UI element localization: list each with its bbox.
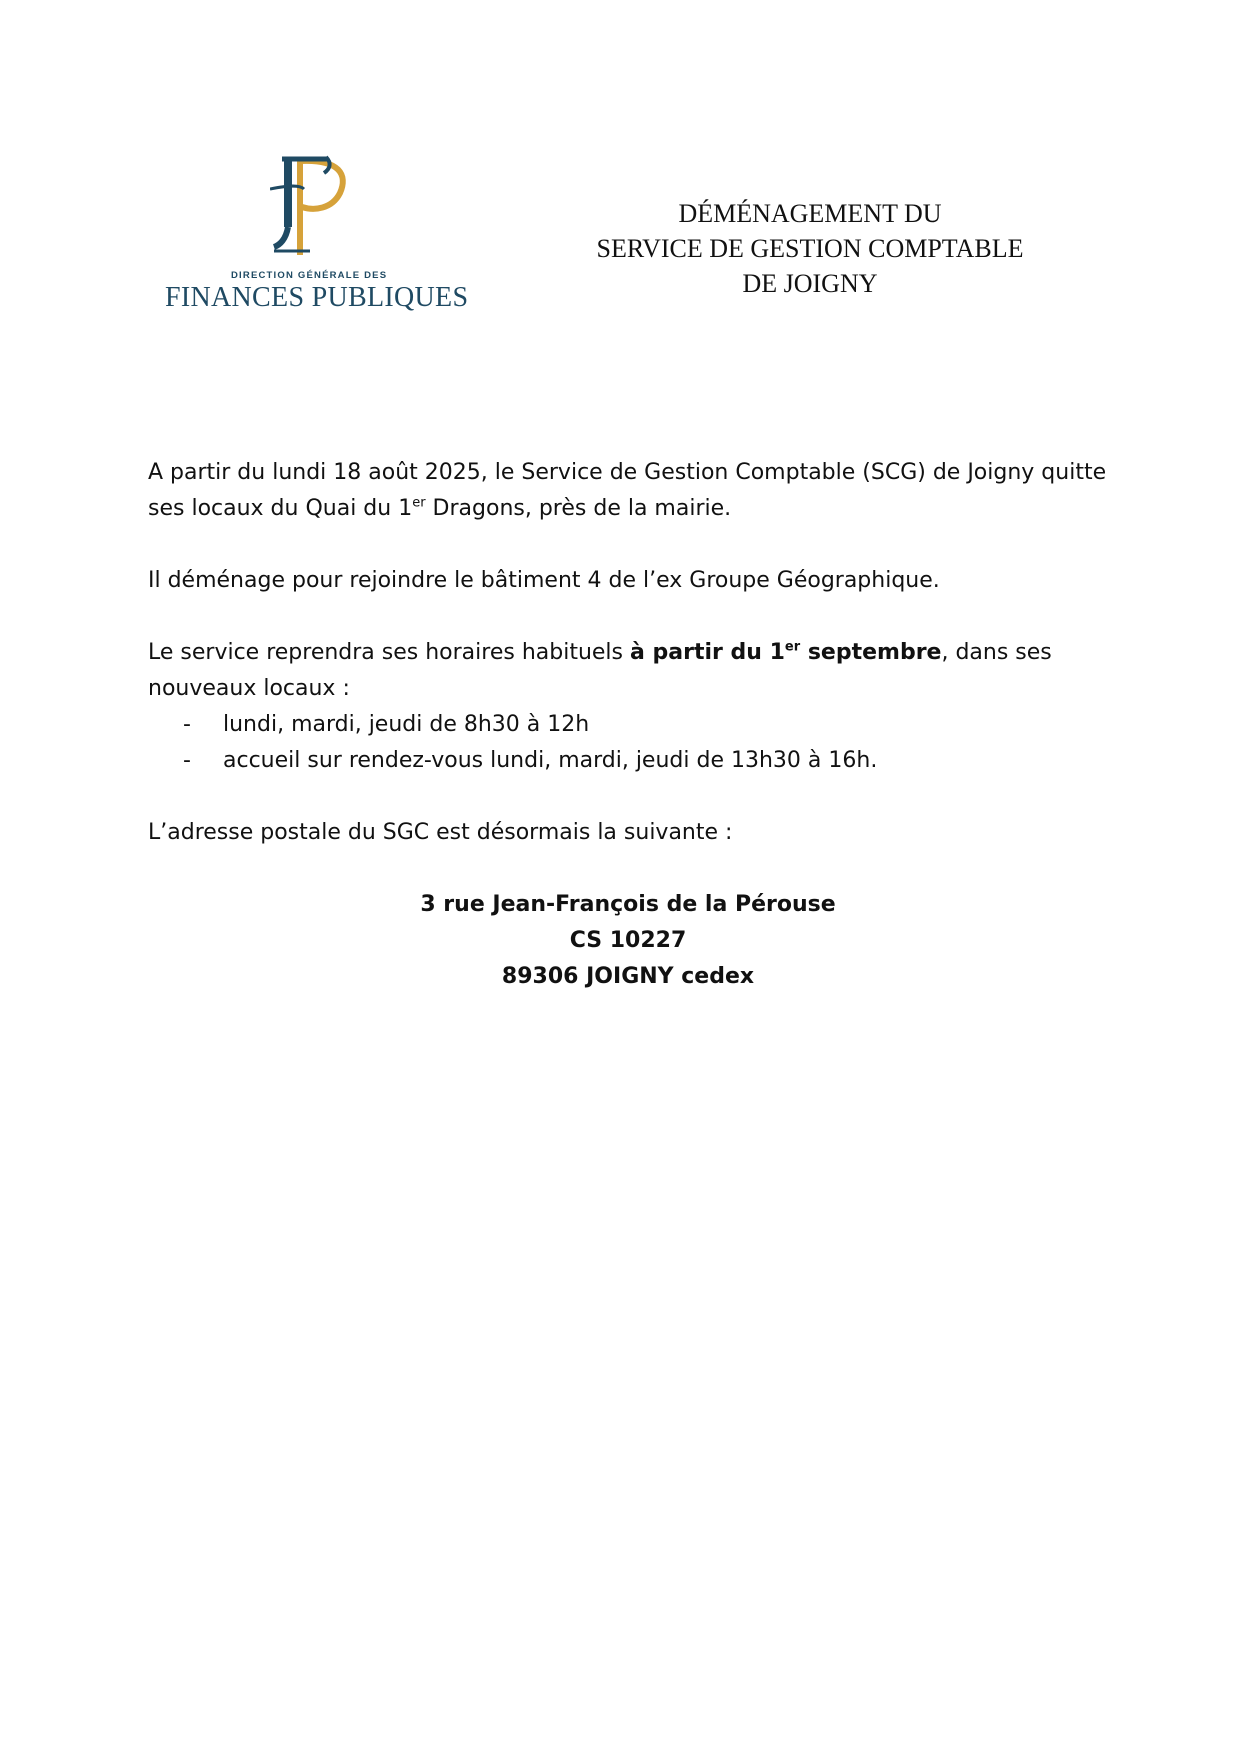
paragraph-text: , dans ses nouveaux locaux : xyxy=(148,640,1052,701)
superscript: er xyxy=(784,639,801,655)
paragraph-text: A partir du lundi 18 août 2025, le Service de Gestion Comptable (SCG) de Joigny quitte ses locaux du Quai du 1 xyxy=(148,460,1107,521)
title-line-2: SERVICE DE GESTION COMPTABLE xyxy=(596,234,1024,263)
list-dash: - xyxy=(183,748,191,773)
paragraph-hours xyxy=(148,635,1108,707)
paragraph-text: Le service reprendra ses horaires habituels xyxy=(148,640,631,665)
fp-monogram-icon xyxy=(270,155,350,265)
list-item-text: accueil sur rendez-vous lundi, mardi, jeudi de 13h30 à 16h. xyxy=(223,748,878,773)
superscript: er xyxy=(412,495,426,511)
address-line-1: 3 rue Jean-François de la Pérouse xyxy=(420,892,836,917)
dgfip-logo xyxy=(165,155,469,320)
paragraph-postal-intro: L’adresse postale du SGC est désormais la suivante : xyxy=(148,820,733,845)
address-line-3: 89306 JOIGNY cedex xyxy=(501,964,755,989)
list-item xyxy=(148,707,1108,743)
page-title xyxy=(560,196,1060,301)
paragraph-move-date xyxy=(148,455,1108,527)
paragraph-new-location: Il déménage pour rejoindre le bâtiment 4 de l’ex Groupe Géographique. xyxy=(148,568,940,593)
list-dash: - xyxy=(183,712,191,737)
paragraph-text: Dragons, près de la mairie. xyxy=(425,496,732,521)
bold-text: septembre xyxy=(800,640,942,665)
bold-date xyxy=(630,640,941,665)
schedule-list xyxy=(148,707,1108,779)
list-item xyxy=(148,743,1108,779)
list-item-text: lundi, mardi, jeudi de 8h30 à 12h xyxy=(223,712,590,737)
notice-body xyxy=(148,455,1108,995)
address-line-2: CS 10227 xyxy=(569,928,687,953)
title-line-3: DE JOIGNY xyxy=(742,269,878,298)
postal-address xyxy=(148,887,1108,995)
logo-title: FINANCES PUBLIQUES xyxy=(165,282,469,313)
logo-subtitle: DIRECTION GÉNÉRALE DES xyxy=(231,270,388,281)
title-line-1: DÉMÉNAGEMENT DU xyxy=(678,199,942,228)
bold-text: à partir du 1 xyxy=(630,640,785,665)
